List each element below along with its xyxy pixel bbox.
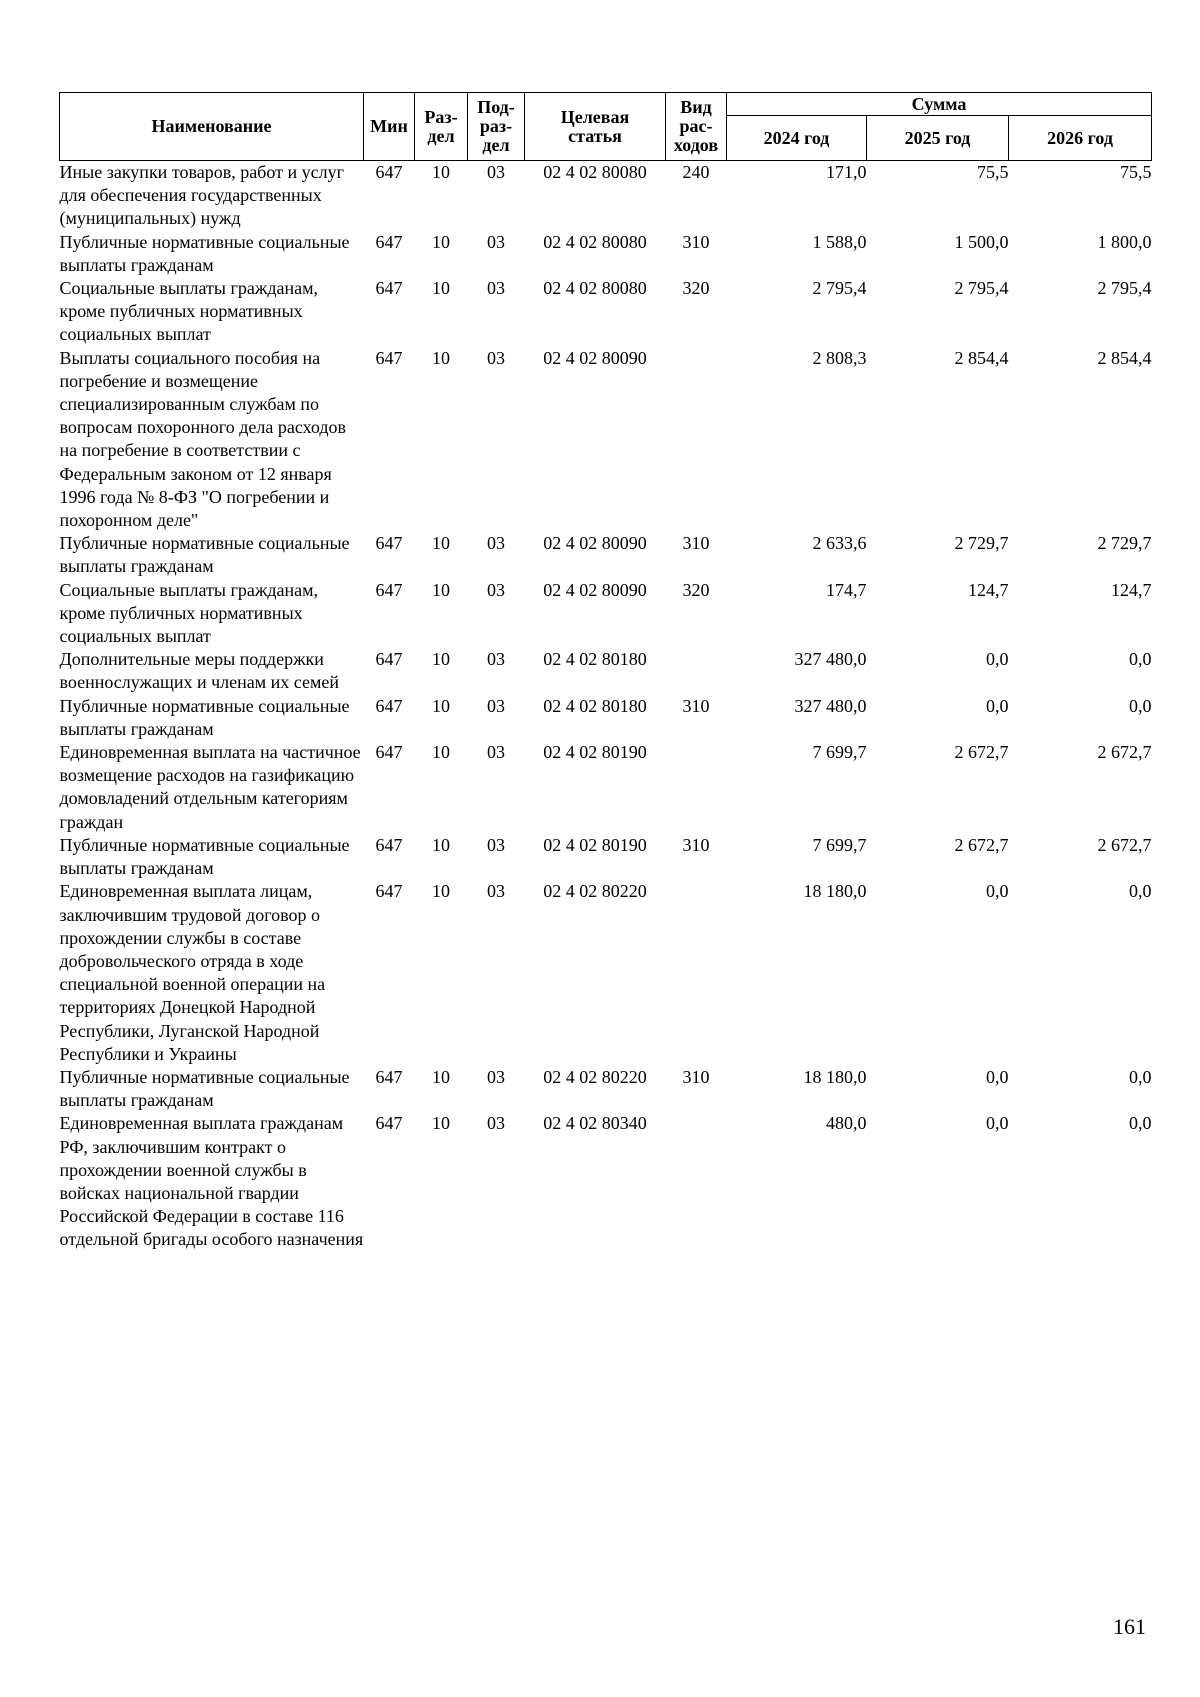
row-expense-type: 310 — [682, 533, 710, 554]
header-podrazdel: Под- раз- дел — [468, 93, 525, 161]
row-min: 647 — [375, 834, 403, 855]
row-sum-2024: 7 699,7 — [812, 742, 867, 763]
row-podrazdel: 03 — [487, 162, 505, 182]
row-min: 647 — [375, 579, 403, 600]
row-target-article: 02 4 02 80190 — [543, 742, 647, 763]
row-expense-type: 240 — [682, 162, 710, 182]
table-row — [60, 1066, 1152, 1112]
header-razdel: Раз- дел — [415, 93, 468, 161]
row-sum-2026: 75,5 — [1120, 162, 1152, 182]
row-sum-2026: 2 672,7 — [1097, 742, 1152, 763]
row-min: 647 — [375, 742, 403, 763]
row-name: Социальные выплаты гражданам, кроме публичных нормативных социальных выплат — [59, 579, 318, 647]
row-expense-type: 320 — [682, 579, 710, 600]
row-target-article: 02 4 02 80080 — [543, 162, 647, 182]
row-sum-2026: 0,0 — [1129, 881, 1152, 902]
table-row — [60, 347, 1152, 533]
table-row — [60, 834, 1152, 880]
row-sum-2025: 124,7 — [968, 579, 1009, 600]
row-podrazdel: 03 — [487, 231, 505, 252]
row-sum-2025: 1 500,0 — [954, 231, 1009, 252]
table-header — [60, 93, 1152, 161]
row-name: Единовременная выплата лицам, заключившим трудовой договор о прохождении службы в составе добровольческого отряда в ходе специальной военной операции на территориях Донецкой Народной Республики, Луганской Народной Республики и Украины — [59, 881, 326, 1064]
row-sum-2025: 2 672,7 — [954, 742, 1009, 763]
table-row — [60, 579, 1152, 649]
row-razdel: 10 — [432, 347, 450, 368]
row-expense-type: 310 — [682, 231, 710, 252]
row-podrazdel: 03 — [487, 533, 505, 554]
row-podrazdel: 03 — [487, 1113, 505, 1134]
header-year-2024: 2024 год — [727, 116, 867, 161]
row-min: 647 — [375, 695, 403, 716]
table-row — [60, 880, 1152, 1066]
row-sum-2025: 2 854,4 — [954, 347, 1009, 368]
row-expense-type — [666, 741, 727, 834]
row-podrazdel: 03 — [487, 695, 505, 716]
row-razdel: 10 — [432, 834, 450, 855]
row-razdel: 10 — [432, 742, 450, 763]
row-sum-2024: 1 588,0 — [812, 231, 867, 252]
header-summa: Сумма — [727, 93, 1152, 116]
row-sum-2025: 2 729,7 — [954, 533, 1009, 554]
row-sum-2025: 2 672,7 — [954, 834, 1009, 855]
row-sum-2024: 327 480,0 — [794, 649, 867, 670]
table-row — [60, 648, 1152, 694]
row-expense-type — [666, 648, 727, 694]
row-name: Публичные нормативные социальные выплаты гражданам — [59, 1066, 350, 1111]
row-sum-2024: 2 808,3 — [812, 347, 867, 368]
row-podrazdel: 03 — [487, 881, 505, 902]
row-razdel: 10 — [432, 881, 450, 902]
row-expense-type — [666, 880, 727, 1066]
row-target-article: 02 4 02 80220 — [543, 1066, 647, 1087]
row-sum-2025: 0,0 — [986, 1066, 1009, 1087]
table-row — [60, 161, 1152, 231]
row-podrazdel: 03 — [487, 834, 505, 855]
row-expense-type: 310 — [682, 695, 710, 716]
header-statya: Целевая статья — [525, 93, 666, 161]
row-name: Публичные нормативные социальные выплаты гражданам — [59, 533, 350, 577]
row-podrazdel: 03 — [487, 278, 505, 299]
header-year-2025: 2025 год — [867, 116, 1009, 161]
row-name: Публичные нормативные социальные выплаты гражданам — [59, 834, 350, 879]
row-target-article: 02 4 02 80090 — [543, 533, 647, 554]
row-podrazdel: 03 — [487, 649, 505, 670]
row-sum-2024: 2 795,4 — [812, 278, 867, 299]
row-min: 647 — [375, 533, 403, 554]
table-row — [60, 231, 1152, 277]
row-name: Единовременная выплата на частичное возмещение расходов на газификацию домовладений отдельным категориям граждан — [59, 742, 361, 832]
row-sum-2024: 18 180,0 — [803, 1066, 867, 1087]
row-sum-2026: 1 800,0 — [1097, 231, 1152, 252]
row-sum-2026: 0,0 — [1129, 695, 1152, 716]
row-target-article: 02 4 02 80090 — [543, 347, 647, 368]
table-row — [60, 695, 1152, 741]
row-sum-2026: 0,0 — [1129, 1113, 1152, 1134]
header-year-2026: 2026 год — [1009, 116, 1152, 161]
row-razdel: 10 — [432, 1066, 450, 1087]
row-min: 647 — [375, 1113, 403, 1134]
row-expense-type — [666, 1112, 727, 1251]
row-sum-2024: 174,7 — [826, 579, 867, 600]
row-razdel: 10 — [432, 278, 450, 299]
row-razdel: 10 — [432, 162, 450, 182]
row-min: 647 — [375, 162, 403, 182]
row-podrazdel: 03 — [487, 347, 505, 368]
row-razdel: 10 — [432, 579, 450, 600]
row-sum-2026: 0,0 — [1129, 649, 1152, 670]
row-target-article: 02 4 02 80190 — [543, 834, 647, 855]
header-vid: Вид рас- ходов — [666, 93, 727, 161]
row-sum-2025: 0,0 — [986, 1113, 1009, 1134]
row-min: 647 — [375, 231, 403, 252]
row-target-article: 02 4 02 80090 — [543, 579, 647, 600]
row-name: Выплаты социального пособия на погребение и возмещение специализированным службам по вопросам похоронного дела расходов на погребение в соответствии с Федеральным законом от 12 января 1996 года № 8-ФЗ "О погребении и похоронном деле" — [59, 347, 347, 531]
row-razdel: 10 — [432, 231, 450, 252]
row-sum-2026: 2 729,7 — [1097, 533, 1152, 554]
row-sum-2026: 0,0 — [1129, 1066, 1152, 1087]
row-target-article: 02 4 02 80080 — [543, 278, 647, 299]
row-podrazdel: 03 — [487, 1066, 505, 1087]
row-razdel: 10 — [432, 1113, 450, 1134]
row-sum-2024: 327 480,0 — [794, 695, 867, 716]
row-target-article: 02 4 02 80180 — [543, 695, 647, 716]
page-number: 161 — [1113, 1614, 1146, 1639]
row-name: Иные закупки товаров, работ и услуг для обеспечения государственных (муниципальных) нужд — [59, 162, 344, 229]
table-row — [60, 741, 1152, 834]
row-min: 647 — [375, 278, 403, 299]
table-row — [60, 277, 1152, 347]
row-sum-2025: 75,5 — [977, 162, 1009, 182]
row-name: Публичные нормативные социальные выплаты гражданам — [59, 695, 350, 739]
row-sum-2024: 480,0 — [826, 1113, 867, 1134]
row-name: Социальные выплаты гражданам, кроме публичных нормативных социальных выплат — [59, 278, 318, 345]
row-target-article: 02 4 02 80220 — [543, 881, 647, 902]
row-sum-2026: 2 795,4 — [1097, 278, 1152, 299]
row-sum-2026: 124,7 — [1111, 579, 1152, 600]
row-min: 647 — [375, 1066, 403, 1087]
row-sum-2024: 7 699,7 — [812, 834, 867, 855]
row-target-article: 02 4 02 80340 — [543, 1113, 647, 1134]
row-razdel: 10 — [432, 649, 450, 670]
header-name: Наименование — [60, 93, 364, 161]
row-expense-type — [666, 347, 727, 533]
row-podrazdel: 03 — [487, 742, 505, 763]
table-row — [60, 1112, 1152, 1251]
row-razdel: 10 — [432, 695, 450, 716]
row-min: 647 — [375, 881, 403, 902]
row-sum-2025: 0,0 — [986, 695, 1009, 716]
row-sum-2026: 2 854,4 — [1097, 347, 1152, 368]
row-expense-type: 310 — [682, 1066, 710, 1087]
row-target-article: 02 4 02 80080 — [543, 231, 647, 252]
row-sum-2024: 2 633,6 — [812, 533, 867, 554]
row-min: 647 — [375, 649, 403, 670]
row-sum-2025: 2 795,4 — [954, 278, 1009, 299]
row-sum-2025: 0,0 — [986, 649, 1009, 670]
row-target-article: 02 4 02 80180 — [543, 649, 647, 670]
row-sum-2026: 2 672,7 — [1097, 834, 1152, 855]
table-row — [60, 532, 1152, 578]
row-name: Единовременная выплата гражданам РФ, заключившим контракт о прохождении военной службы в войсках национальной гвардии Российской Федерации в составе 116 отдельной бригады особого назначения — [59, 1113, 364, 1250]
row-expense-type: 320 — [682, 278, 710, 299]
row-sum-2024: 18 180,0 — [803, 881, 867, 902]
row-razdel: 10 — [432, 533, 450, 554]
row-sum-2025: 0,0 — [986, 881, 1009, 902]
row-name: Дополнительные меры поддержки военнослужащих и членам их семей — [59, 649, 339, 693]
budget-table — [59, 92, 1152, 1252]
row-sum-2024: 171,0 — [826, 162, 867, 182]
table-body — [60, 161, 1152, 1252]
header-min: Мин — [364, 93, 415, 161]
row-min: 647 — [375, 347, 403, 368]
row-expense-type: 310 — [682, 834, 710, 855]
row-name: Публичные нормативные социальные выплаты гражданам — [59, 231, 350, 275]
row-podrazdel: 03 — [487, 579, 505, 600]
